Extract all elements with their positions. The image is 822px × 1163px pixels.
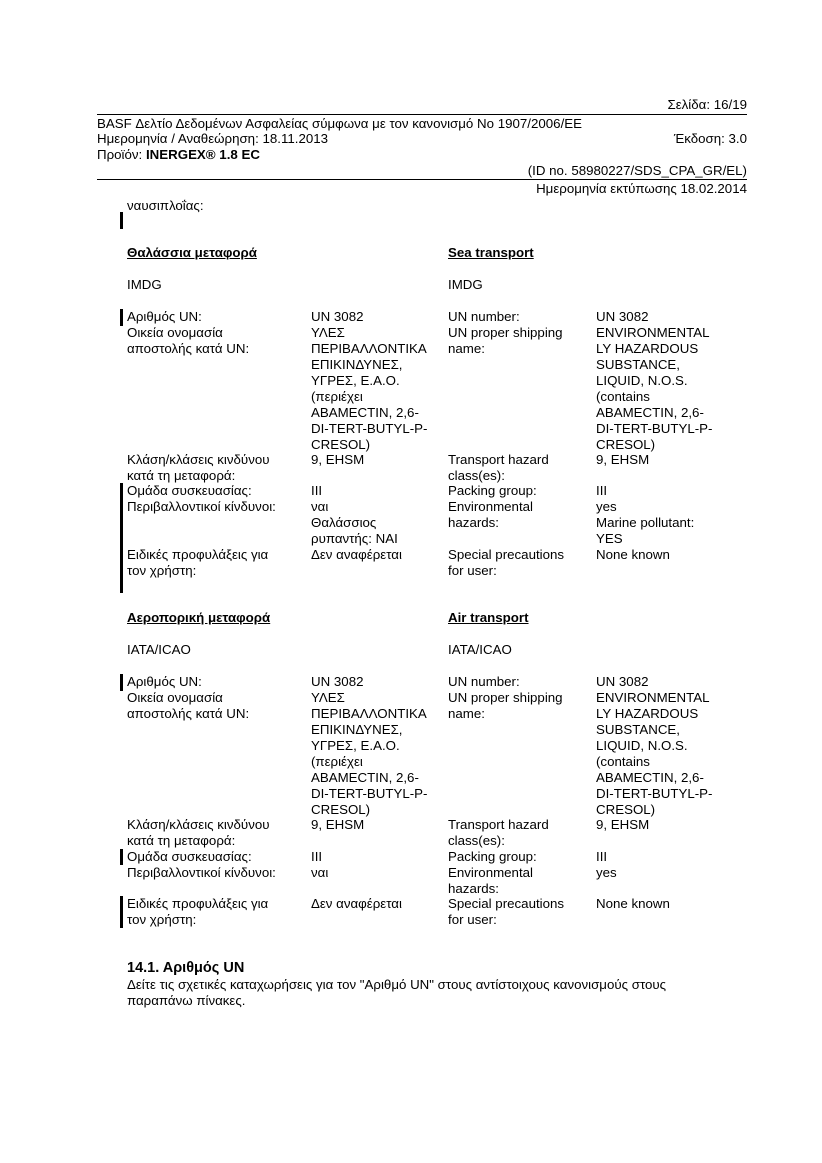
text-line: hazards: [448, 515, 499, 530]
text-line: (contains [596, 754, 650, 769]
text-line: yes [596, 499, 617, 514]
sea-class-value-gr: 9, EHSM [311, 452, 365, 467]
text-line: ΠΕΡΙΒΑΛΛΟΝΤΙΚΑ [311, 341, 427, 356]
sea-class-value-en: 9, EHSM [596, 452, 650, 467]
text-line: Environmental [448, 499, 533, 514]
air-name-label-gr [127, 690, 249, 722]
air-name-value-gr [311, 690, 427, 818]
text-line: ναι [311, 499, 329, 514]
product-name: INERGEX® 1.8 EC [145, 147, 260, 162]
text-line: ENVIRONMENTAL [596, 690, 710, 705]
air-class-value-gr: 9, EHSM [311, 817, 365, 832]
text-line: (contains [596, 389, 650, 404]
text-line: Transport hazard [448, 452, 549, 467]
text-line: ΠΕΡΙΒΑΛΛΟΝΤΙΚΑ [311, 706, 427, 721]
text-line: ABAMECTIN, 2,6- [596, 405, 704, 420]
sea-un-value-en: UN 3082 [596, 309, 649, 324]
air-env-label-en [448, 865, 533, 897]
sea-pack-value-en: III [596, 483, 608, 498]
air-name-value-en [596, 690, 712, 818]
sea-prec-label-en [448, 547, 564, 579]
text-line: τον χρήστη: [127, 563, 197, 578]
air-pack-label-en: Packing group: [448, 849, 537, 864]
sea-pack-label-en: Packing group: [448, 483, 537, 498]
header-rule-top [97, 114, 747, 115]
change-bar [120, 896, 123, 928]
text-line: ABAMECTIN, 2,6- [311, 405, 419, 420]
air-title-en: Air transport [448, 610, 529, 625]
air-prec-label-gr [127, 896, 268, 928]
text-line: Ειδικές προφυλάξεις για [127, 547, 269, 562]
text-line: Οικεία ονομασία [127, 325, 223, 340]
text-line: LY HAZARDOUS [596, 341, 699, 356]
sea-pack-label-gr: Ομάδα συσκευασίας: [127, 483, 252, 498]
text-line: Ειδικές προφυλάξεις για [127, 896, 269, 911]
text-line: τον χρήστη: [127, 912, 197, 927]
text-line: ABAMECTIN, 2,6- [311, 770, 419, 785]
text-line: Marine pollutant: [596, 515, 695, 530]
text-line: ΥΛΕΣ [311, 690, 345, 705]
version: Έκδοση: 3.0 [673, 131, 747, 146]
text-line: class(es): [448, 468, 505, 483]
air-un-label-en: UN number: [448, 674, 520, 689]
air-prec-value-en: None known [596, 896, 670, 911]
text-line: SUBSTANCE, [596, 357, 680, 372]
sea-env-value-gr [311, 499, 398, 547]
air-un-value-en: UN 3082 [596, 674, 649, 689]
text-line: Δείτε τις σχετικές καταχωρήσεις για τον "Αριθμό UN" στους αντίστοιχους κανονισμούς στους [127, 977, 667, 992]
air-code-en: IATA/ICAO [448, 642, 512, 657]
text-line: CRESOL) [311, 437, 371, 452]
text-line: CRESOL) [311, 802, 371, 817]
text-line: ΕΠΙΚΙΝΔΥΝΕΣ, [311, 357, 403, 372]
sea-code-gr: IMDG [127, 277, 162, 292]
text-line: LIQUID, N.O.S. [596, 738, 688, 753]
text-line: hazards: [448, 881, 499, 896]
text-line: Transport hazard [448, 817, 549, 832]
sea-title-en: Sea transport [448, 245, 534, 260]
change-bar [120, 309, 123, 326]
change-bar [120, 483, 123, 593]
header-rule-bottom [97, 179, 747, 180]
air-env-label-gr: Περιβαλλοντικοί κίνδυνοι: [127, 865, 276, 880]
text-line: ΥΓΡΕΣ, Ε.Α.Ο. [311, 738, 400, 753]
text-line: DI-TERT-BUTYL-P- [311, 421, 428, 436]
sea-un-value-gr: UN 3082 [311, 309, 364, 324]
text-line: (περιέχει [311, 754, 363, 769]
revision-date: Ημερομηνία / Αναθεώρηση: 18.11.2013 [97, 131, 329, 146]
intro-fragment: ναυσιπλοΐας: [127, 198, 204, 213]
sea-class-label-en [448, 452, 549, 484]
sea-prec-value-gr: Δεν αναφέρεται [311, 547, 402, 562]
air-class-label-gr [127, 817, 270, 849]
air-un-label-gr: Αριθμός UN: [127, 674, 202, 689]
air-code-gr: IATA/ICAO [127, 642, 191, 657]
text-line: Οικεία ονομασία [127, 690, 223, 705]
text-line: SUBSTANCE, [596, 722, 680, 737]
sea-pack-value-gr: III [311, 483, 323, 498]
text-line: (περιέχει [311, 389, 363, 404]
sea-un-label-en: UN number: [448, 309, 520, 324]
text-line: κατά τη μεταφορά: [127, 833, 236, 848]
air-pack-value-gr: III [311, 849, 323, 864]
sea-prec-value-en: None known [596, 547, 670, 562]
sea-un-label-gr: Αριθμός UN: [127, 309, 202, 324]
print-date: Ημερομηνία εκτύπωσης 18.02.2014 [536, 181, 747, 196]
page-number: Σελίδα: 16/19 [667, 97, 747, 112]
air-pack-label-gr: Ομάδα συσκευασίας: [127, 849, 252, 864]
text-line: ENVIRONMENTAL [596, 325, 710, 340]
text-line: Θαλάσσιος [311, 515, 377, 530]
text-line: αποστολής κατά UN: [127, 706, 250, 721]
sea-title-gr: Θαλάσσια μεταφορά [127, 245, 257, 260]
text-line: Special precautions [448, 896, 565, 911]
sea-name-label-en [448, 325, 563, 357]
air-prec-label-en [448, 896, 564, 928]
text-line: class(es): [448, 833, 505, 848]
text-line: ρυπαντής: ΝΑΙ [311, 531, 398, 546]
text-line: DI-TERT-BUTYL-P- [311, 786, 428, 801]
text-line: Environmental [448, 865, 533, 880]
sea-prec-label-gr [127, 547, 268, 579]
section-14-1-title: 14.1. Αριθμός UN [127, 960, 245, 976]
text-line: name: [448, 341, 485, 356]
text-line: αποστολής κατά UN: [127, 341, 250, 356]
text-line: UN proper shipping [448, 690, 563, 705]
text-line: CRESOL) [596, 802, 656, 817]
air-env-value-en: yes [596, 865, 617, 880]
text-line: Κλάση/κλάσεις κινδύνου [127, 452, 270, 467]
product-line [97, 147, 260, 163]
sea-name-label-gr [127, 325, 249, 357]
change-bar [120, 849, 123, 865]
text-line: DI-TERT-BUTYL-P- [596, 786, 713, 801]
text-line: κατά τη μεταφορά: [127, 468, 236, 483]
sea-name-value-gr [311, 325, 427, 453]
air-name-label-en [448, 690, 563, 722]
document-id: (ID no. 58980227/SDS_CPA_GR/EL) [527, 163, 747, 178]
document-title: BASF Δελτίο Δεδομένων Ασφαλείας σύμφωνα με τον κανονισμό Νο 1907/2006/ΕΕ [97, 116, 582, 131]
text-line: YES [596, 531, 623, 546]
text-line: Special precautions [448, 547, 565, 562]
text-line: LY HAZARDOUS [596, 706, 699, 721]
change-bar [120, 212, 123, 229]
change-bar [120, 674, 123, 691]
section-14-1-text [127, 977, 666, 1009]
sea-code-en: IMDG [448, 277, 483, 292]
text-line: CRESOL) [596, 437, 656, 452]
air-class-value-en: 9, EHSM [596, 817, 650, 832]
air-class-label-en [448, 817, 549, 849]
text-line: ΕΠΙΚΙΝΔΥΝΕΣ, [311, 722, 403, 737]
air-prec-value-gr: Δεν αναφέρεται [311, 896, 402, 911]
sea-env-label-gr: Περιβαλλοντικοί κίνδυνοι: [127, 499, 276, 514]
text-line: Κλάση/κλάσεις κινδύνου [127, 817, 270, 832]
text-line: ΥΓΡΕΣ, Ε.Α.Ο. [311, 373, 400, 388]
sea-env-label-en [448, 499, 533, 531]
text-line: DI-TERT-BUTYL-P- [596, 421, 713, 436]
air-un-value-gr: UN 3082 [311, 674, 364, 689]
text-line: name: [448, 706, 485, 721]
air-title-gr: Αεροπορική μεταφορά [127, 610, 271, 625]
air-env-value-gr: ναι [311, 865, 329, 880]
text-line: for user: [448, 563, 497, 578]
text-line: ABAMECTIN, 2,6- [596, 770, 704, 785]
text-line: UN proper shipping [448, 325, 563, 340]
sea-class-label-gr [127, 452, 270, 484]
text-line: ΥΛΕΣ [311, 325, 345, 340]
sea-name-value-en [596, 325, 712, 453]
text-line: for user: [448, 912, 497, 927]
product-label: Προϊόν: [97, 147, 146, 162]
text-line: LIQUID, N.O.S. [596, 373, 688, 388]
air-pack-value-en: III [596, 849, 608, 864]
text-line: παραπάνω πίνακες. [127, 993, 246, 1008]
sea-env-value-en [596, 499, 694, 547]
